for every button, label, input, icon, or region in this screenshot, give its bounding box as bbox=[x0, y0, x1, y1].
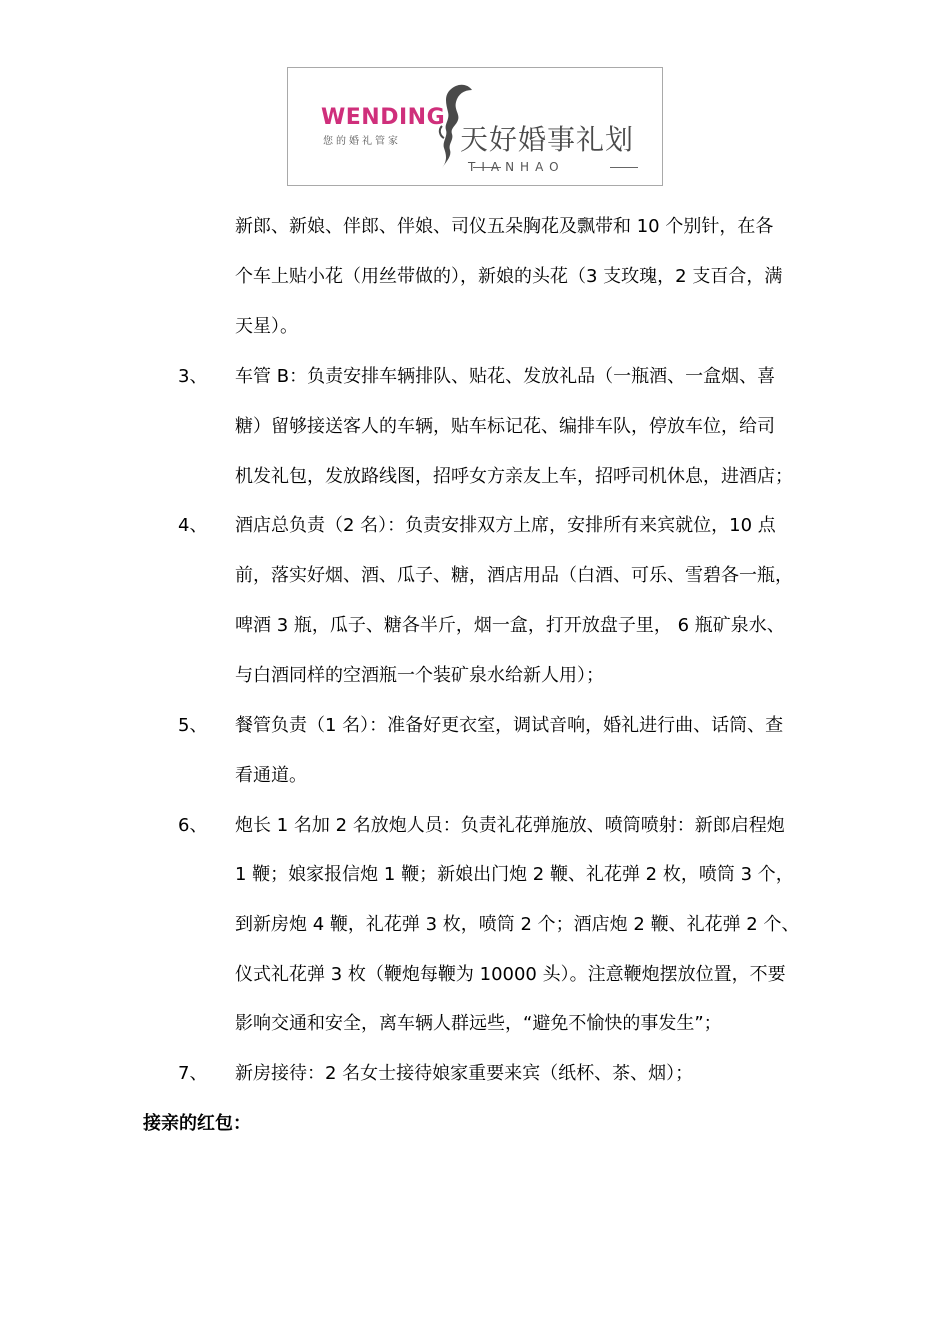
text-line: 餐管负责（1 名）：准备好更衣室，调试音响，婚礼进行曲、话筒、查 bbox=[235, 715, 784, 736]
logo bbox=[287, 67, 663, 186]
section-heading: 接亲的红包： bbox=[143, 1113, 251, 1134]
list-number: 3、 bbox=[178, 366, 208, 387]
text-line: 天星）。 bbox=[235, 316, 298, 337]
logo-brand-cn: 天好婚事礼划 bbox=[460, 123, 635, 156]
text-line: 新郎、新娘、伴郎、伴娘、司仪五朵胸花及飘带和 10 个别针，在各 bbox=[235, 216, 774, 237]
logo-tagline: 您的婚礼管家 bbox=[323, 136, 401, 147]
text-line: 与白酒同样的空酒瓶一个装矿泉水给新人用）； bbox=[235, 665, 604, 686]
text-line: 个车上贴小花（用丝带做的），新娘的头花（3 支玫瑰，2 支百合，满 bbox=[235, 266, 783, 287]
text-line: 车管 B：负责安排车辆排队、贴花、发放礼品（一瓶酒、一盒烟、喜 bbox=[235, 366, 776, 387]
text-line: 仪式礼花弹 3 枚（鞭炮每鞭为 10000 头）。注意鞭炮摆放位置，不要 bbox=[235, 964, 786, 985]
text-line: 机发礼包，发放路线图，招呼女方亲友上车，招呼司机休息，进酒店； bbox=[235, 466, 793, 487]
logo-pinyin: TIANHAO bbox=[468, 160, 565, 174]
text-line: 啤酒 3 瓶，瓜子、糖各半斤，烟一盒，打开放盘子里， 6 瓶矿泉水、 bbox=[235, 615, 785, 636]
text-line: 1 鞭；娘家报信炮 1 鞭；新娘出门炮 2 鞭、礼花弹 2 枚，喷筒 3 个， bbox=[235, 864, 794, 885]
text-line: 炮长 1 名加 2 名放炮人员：负责礼花弹施放、喷筒喷射：新郎启程炮 bbox=[235, 815, 785, 836]
text-line: 到新房炮 4 鞭，礼花弹 3 枚，喷筒 2 个；酒店炮 2 鞭、礼花弹 2 个、 bbox=[235, 914, 800, 935]
text-line: 看通道。 bbox=[235, 765, 307, 786]
list-number: 4、 bbox=[178, 515, 208, 536]
text-line: 前，落实好烟、酒、瓜子、糖，酒店用品（白酒、可乐、雪碧各一瓶， bbox=[235, 565, 793, 586]
text-line: 酒店总负责（2 名）：负责安排双方上席，安排所有来宾就位，10 点 bbox=[235, 515, 776, 536]
list-number: 5、 bbox=[178, 715, 208, 736]
text-line: 影响交通和安全，离车辆人群远些，“避免不愉快的事发生”； bbox=[235, 1013, 722, 1034]
list-number: 7、 bbox=[178, 1063, 208, 1084]
text-line: 糖）留够接送客人的车辆，贴车标记花、编排车队，停放车位，给司 bbox=[235, 416, 775, 437]
list-number: 6、 bbox=[178, 815, 208, 836]
text-line: 新房接待：2 名女士接待娘家重要来宾（纸杯、茶、烟）； bbox=[235, 1063, 694, 1084]
logo-brand-en: WENDING bbox=[321, 105, 446, 130]
logo-divider bbox=[610, 167, 638, 168]
